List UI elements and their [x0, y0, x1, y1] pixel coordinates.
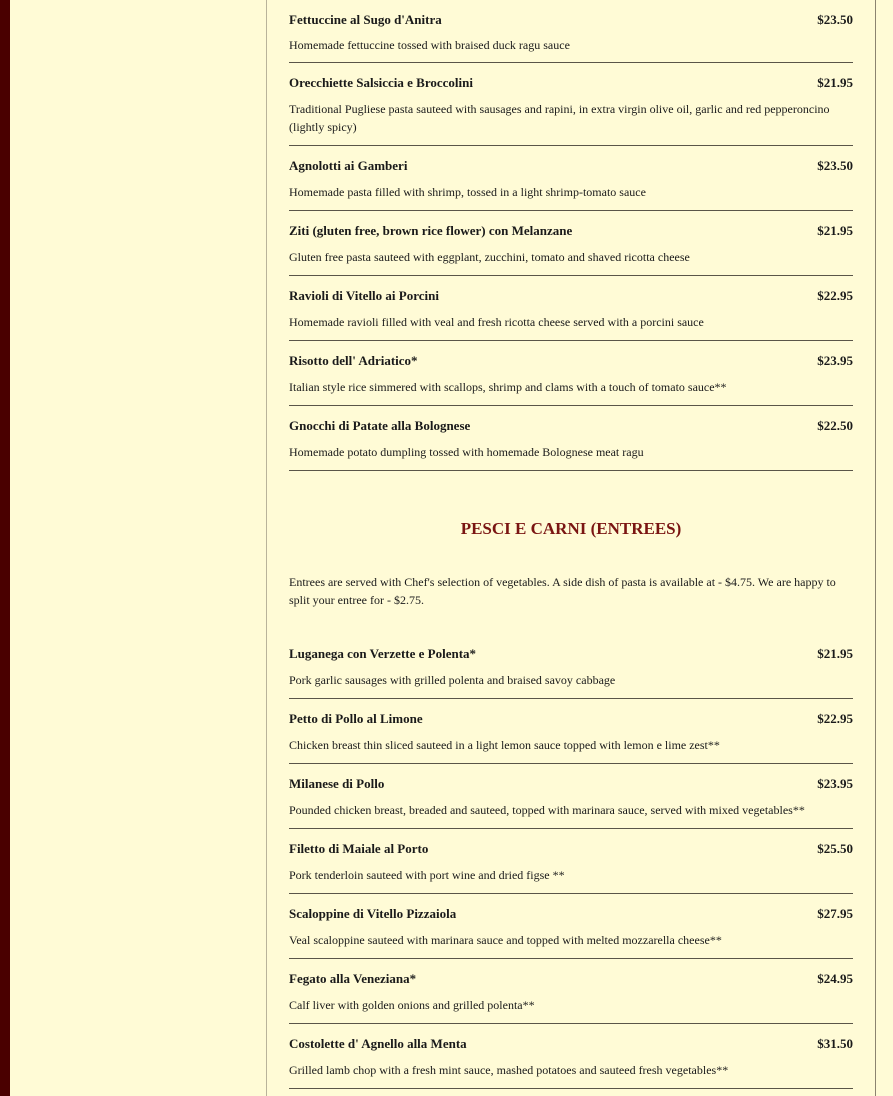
menu-item-price: $22.95 — [817, 288, 853, 303]
menu-item-name: Gnocchi di Patate alla Bolognese — [289, 418, 471, 433]
menu-item-price: $21.95 — [817, 75, 853, 90]
menu-item-name: Orecchiette Salsiccia e Broccolini — [289, 75, 473, 90]
menu-item-description: Homemade pasta filled with shrimp, tossed in a light shrimp-tomato sauce — [289, 185, 646, 199]
menu-item-description: Pounded chicken breast, breaded and sauteed, topped with marinara sauce, served with mixed vegetables** — [289, 803, 805, 817]
menu-item-name: Scaloppine di Vitello Pizzaiola — [289, 906, 457, 921]
menu-item-price: $22.95 — [817, 711, 853, 726]
menu-item-name: Ziti (gluten free, brown rice flower) con Melanzane — [289, 223, 573, 238]
menu-item-name: Fettuccine al Sugo d'Anitra — [289, 12, 442, 27]
menu-content — [267, 0, 876, 1096]
menu-item — [289, 0, 853, 63]
menu-item-name: Agnolotti ai Gamberi — [289, 158, 408, 173]
left-sidebar-panel — [10, 0, 267, 1096]
menu-item-description: Pork tenderloin sauteed with port wine and dried figse ** — [289, 868, 565, 882]
menu-item — [289, 764, 853, 829]
menu-item-description: Veal scaloppine sauteed with marinara sauce and topped with melted mozzarella cheese** — [289, 933, 722, 947]
menu-item-description: Homemade fettuccine tossed with braised duck ragu sauce — [289, 38, 570, 52]
menu-item-name: Filetto di Maiale al Porto — [289, 841, 429, 856]
menu-item-name: Luganega con Verzette e Polenta* — [289, 646, 477, 661]
menu-item — [289, 894, 853, 959]
menu-item — [289, 146, 853, 211]
menu-item-description: Gluten free pasta sauteed with eggplant, zucchini, tomato and shaved ricotta cheese — [289, 250, 690, 264]
menu-item-description: Homemade ravioli filled with veal and fresh ricotta cheese served with a porcini sauce — [289, 315, 704, 329]
entrees-section-header — [289, 471, 853, 641]
menu-item-description: Italian style rice simmered with scallops, shrimp and clams with a touch of tomato sauce** — [289, 380, 727, 394]
menu-item — [289, 959, 853, 1024]
menu-item-name: Risotto dell' Adriatico* — [289, 353, 418, 368]
menu-item-description: Grilled lamb chop with a fresh mint sauce, mashed potatoes and sauteed fresh vegetables** — [289, 1063, 729, 1077]
menu-item — [289, 634, 853, 699]
menu-item-description: Traditional Pugliese pasta sauteed with sausages and rapini, in extra virgin olive oil, garlic and red pepperoncino (lightly spicy) — [289, 102, 830, 134]
menu-item-price: $23.50 — [817, 12, 853, 27]
menu-item-description: Calf liver with golden onions and grilled polenta** — [289, 998, 535, 1012]
pasta-list — [289, 0, 853, 471]
menu-item — [289, 341, 853, 406]
menu-item-price: $27.95 — [817, 906, 853, 921]
menu-item — [289, 829, 853, 894]
menu-item-description: Homemade potato dumpling tossed with homemade Bolognese meat ragu — [289, 445, 644, 459]
menu-item-price: $22.50 — [817, 418, 853, 433]
menu-item-name: Petto di Pollo al Limone — [289, 711, 423, 726]
menu-item-name: Fegato alla Veneziana* — [289, 971, 417, 986]
menu-item-price: $31.50 — [817, 1036, 853, 1051]
section-title: PESCI E CARNI (ENTREES) — [460, 519, 682, 538]
menu-item-price: $23.95 — [817, 353, 853, 368]
menu-item — [289, 63, 853, 146]
menu-item-price: $21.95 — [817, 646, 853, 661]
left-decorative-bar — [0, 0, 10, 1096]
menu-item-name: Ravioli di Vitello ai Porcini — [289, 288, 439, 303]
entree-list — [289, 634, 853, 1089]
right-margin — [876, 0, 893, 1096]
menu-item — [289, 699, 853, 764]
menu-item-name: Milanese di Pollo — [289, 776, 385, 791]
menu-item-price: $25.50 — [817, 841, 853, 856]
menu-item-name: Costolette d' Agnello alla Menta — [289, 1036, 467, 1051]
menu-item-price: $23.95 — [817, 776, 853, 791]
section-note: Entrees are served with Chef's selection of vegetables. A side dish of pasta is available at - $4.75. We are happy to split your entree for - $2.75. — [289, 575, 836, 607]
menu-item-price: $23.50 — [817, 158, 853, 173]
menu-item — [289, 211, 853, 276]
menu-item — [289, 406, 853, 471]
menu-item — [289, 1024, 853, 1089]
menu-item — [289, 276, 853, 341]
menu-item-price: $21.95 — [817, 223, 853, 238]
menu-item-description: Chicken breast thin sliced sauteed in a light lemon sauce topped with lemon e lime zest** — [289, 738, 720, 752]
menu-item-description: Pork garlic sausages with grilled polenta and braised savoy cabbage — [289, 673, 616, 687]
menu-item-price: $24.95 — [817, 971, 853, 986]
